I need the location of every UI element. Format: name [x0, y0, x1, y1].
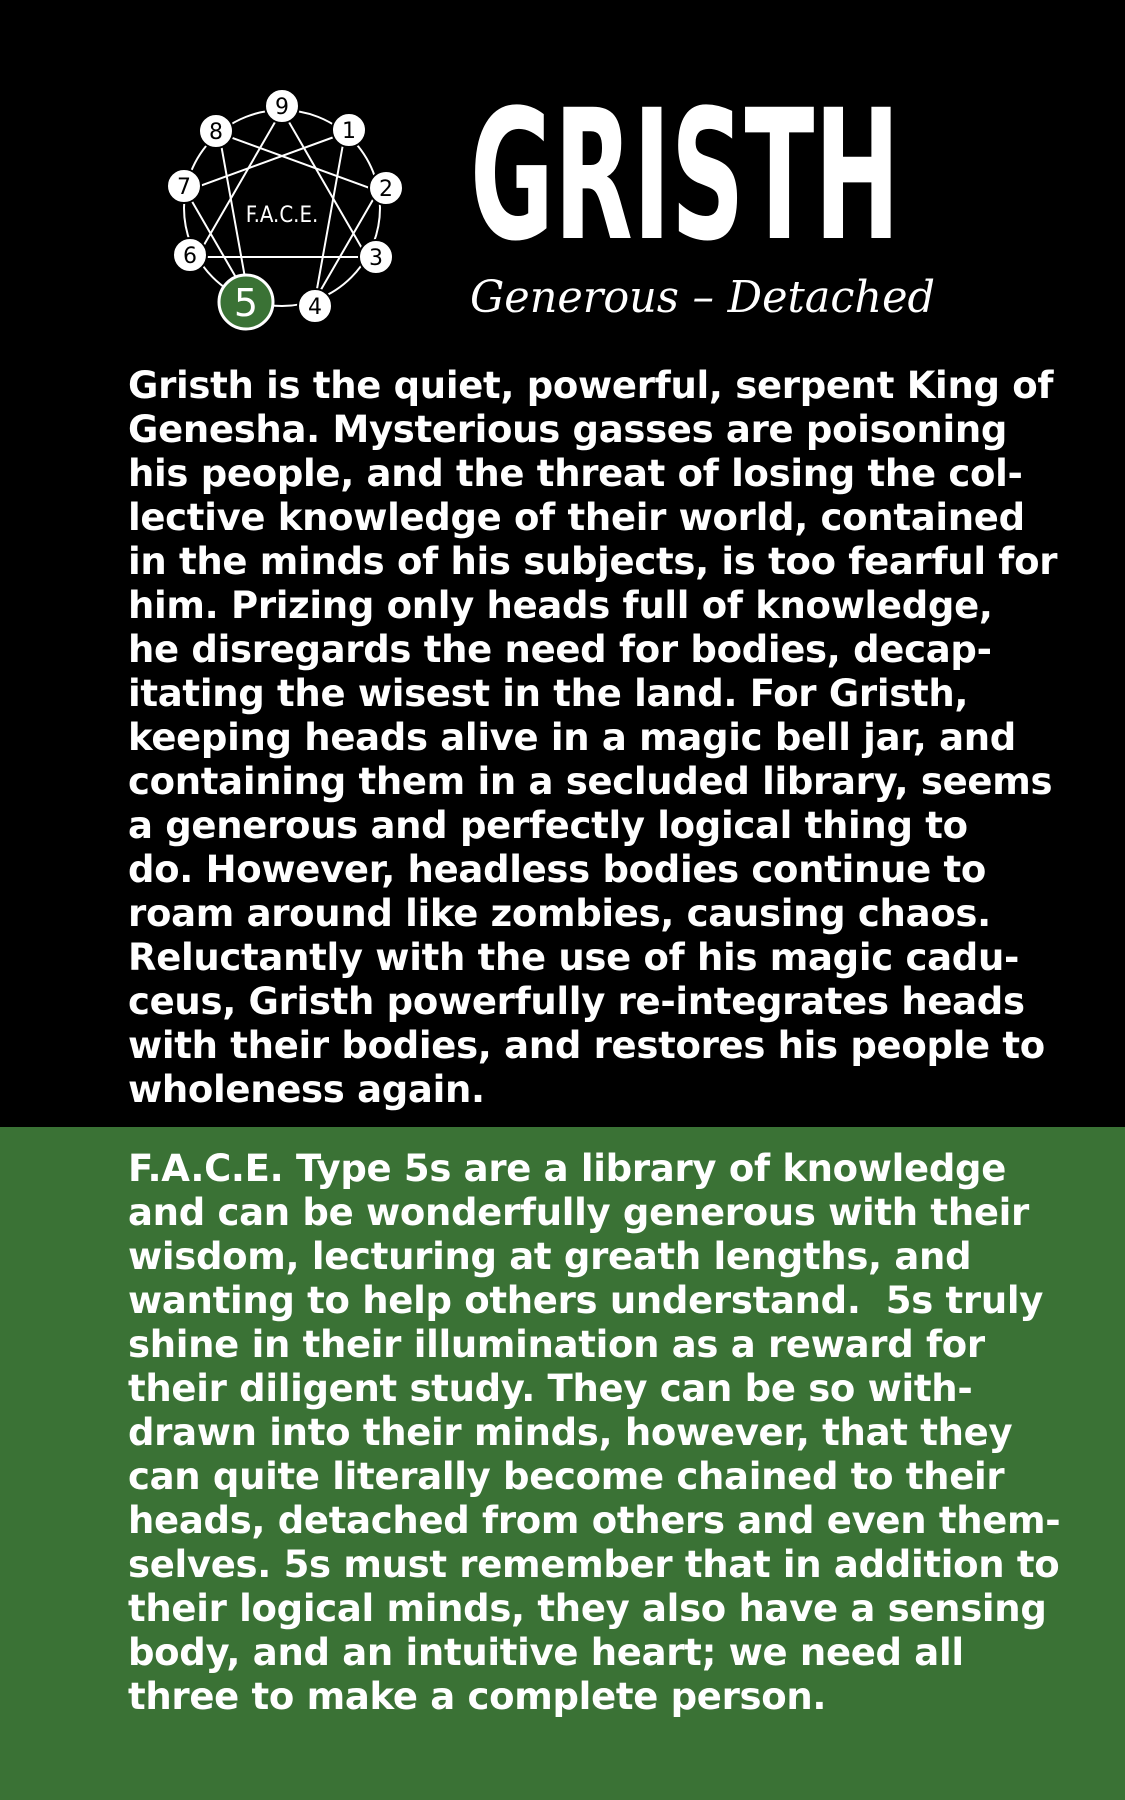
- character-name-text: GRISTH: [470, 72, 900, 281]
- svg-text:3: 3: [369, 246, 383, 271]
- node-5-highlighted: [219, 275, 273, 329]
- character-tagline: [470, 268, 950, 328]
- face-line: body, and an intuitive heart; we need all: [128, 1631, 964, 1674]
- node-9: [265, 89, 299, 123]
- story-line: a generous and perfectly logical thing to: [128, 804, 968, 847]
- face-line: their logical minds, they also have a sensing: [128, 1587, 1047, 1630]
- face-line: heads, detached from others and even them-: [128, 1499, 1061, 1542]
- face-line: drawn into their minds, however, that they: [128, 1411, 1013, 1454]
- node-4: [298, 289, 332, 323]
- story-line: do. However, headless bodies continue to: [128, 848, 986, 891]
- face-line: wisdom, lecturing at greath lengths, and: [128, 1235, 972, 1278]
- face-line: can quite literally become chained to their: [128, 1455, 1005, 1498]
- face-type-text: [128, 1147, 1061, 1719]
- svg-text:1: 1: [342, 119, 356, 144]
- character-name: [470, 72, 910, 281]
- face-line: F.A.C.E. Type 5s are a library of knowledge: [128, 1147, 1007, 1190]
- svg-text:5: 5: [233, 281, 259, 325]
- node-2: [369, 171, 403, 205]
- story-line: Genesha. Mysterious gasses are poisoning: [128, 408, 1008, 451]
- svg-text:9: 9: [275, 95, 289, 120]
- character-tagline-text: Generous – Detached: [470, 272, 935, 323]
- emblem-center-label: F.A.C.E.: [245, 203, 319, 228]
- enneagram-icon: [160, 80, 420, 340]
- svg-text:6: 6: [183, 244, 197, 269]
- story-line: lective knowledge of their world, contained: [128, 496, 1025, 539]
- story-line: containing them in a secluded library, seems: [128, 760, 1053, 803]
- story-line: itating the wisest in the land. For Gristh,: [128, 672, 969, 715]
- story-line: keeping heads alive in a magic bell jar, and: [128, 716, 1016, 759]
- story-line: with their bodies, and restores his people to: [128, 1024, 1045, 1067]
- svg-text:7: 7: [177, 175, 191, 200]
- node-8: [199, 114, 233, 148]
- face-line: their diligent study. They can be so with-: [128, 1367, 973, 1410]
- face-line: three to make a complete person.: [128, 1675, 827, 1718]
- story-line: Gristh is the quiet, powerful, serpent King of: [128, 364, 1054, 407]
- story-line: in the minds of his subjects, is too fearful for: [128, 540, 1058, 583]
- story-line: his people, and the threat of losing the col-: [128, 452, 1023, 495]
- face-line: wanting to help others understand. 5s truly: [128, 1279, 1044, 1322]
- node-3: [359, 240, 393, 274]
- face-line: selves. 5s must remember that in addition to: [128, 1543, 1060, 1586]
- node-6: [173, 238, 207, 272]
- enneagram-emblem: [160, 80, 420, 340]
- svg-text:4: 4: [308, 295, 322, 320]
- story-line: wholeness again.: [128, 1068, 485, 1111]
- story-line: roam around like zombies, causing chaos.: [128, 892, 991, 935]
- svg-text:2: 2: [379, 177, 393, 202]
- node-7: [167, 169, 201, 203]
- face-line: shine in their illumination as a reward for: [128, 1323, 985, 1366]
- face-line: and can be wonderfully generous with their: [128, 1191, 1029, 1234]
- story-line: Reluctantly with the use of his magic cadu-: [128, 936, 1020, 979]
- story-line: him. Prizing only heads full of knowledge,: [128, 584, 993, 627]
- story-line: he disregards the need for bodies, decap-: [128, 628, 992, 671]
- story-text: [128, 364, 1058, 1112]
- svg-text:8: 8: [209, 120, 223, 145]
- node-1: [332, 113, 366, 147]
- story-line: ceus, Gristh powerfully re-integrates heads: [128, 980, 1025, 1023]
